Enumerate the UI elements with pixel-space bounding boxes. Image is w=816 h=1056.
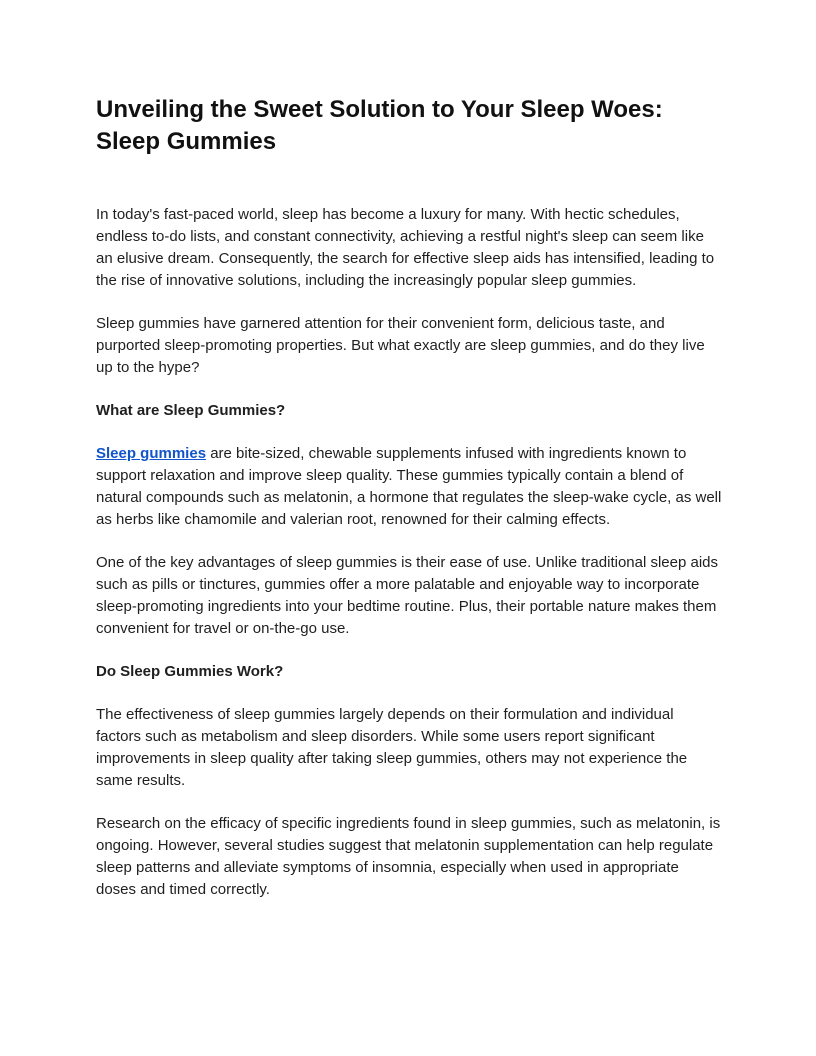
document-page xyxy=(96,94,722,922)
section1-paragraph-2: One of the key advantages of sleep gummies is their ease of use. Unlike traditional sleep aids such as pills or tinctures, gummies offer a more palatable and enjoyable way to incorporate sleep-promoting ingredients into your bedtime routine. Plus, their portable nature makes them convenient for travel or on-the-go use. xyxy=(96,554,719,637)
intro-paragraph-1: In today's fast-paced world, sleep has become a luxury for many. With hectic schedules, endless to-do lists, and constant connectivity, achieving a restful night's sleep can seem like an elusive dream. Consequently, the search for effective sleep aids has intensified, leading to the rise of innovative solutions, including the increasingly popular sleep gummies. xyxy=(96,206,715,289)
section-heading-what-are: What are Sleep Gummies? xyxy=(96,402,286,419)
intro-paragraph-2: Sleep gummies have garnered attention for their convenient form, delicious taste, and purported sleep-promoting properties. But what exactly are sleep gummies, and do they live up to the hype? xyxy=(96,315,705,376)
section1-paragraph-1 xyxy=(96,443,722,531)
page-title: Unveiling the Sweet Solution to Your Sleep Woes: Sleep Gummies xyxy=(96,96,663,155)
section1-paragraph-1-text: are bite-sized, chewable supplements infused with ingredients known to support relaxation and improve sleep quality. These gummies typically contain a blend of natural compounds such as melatonin, a hormone that regulates the sleep-wake cycle, as well as herbs like chamomile and valerian root, renowned for their calming effects. xyxy=(96,445,722,528)
section-heading-do-they-work: Do Sleep Gummies Work? xyxy=(96,663,284,680)
section2-paragraph-2: Research on the efficacy of specific ingredients found in sleep gummies, such as melatonin, is ongoing. However, several studies suggest that melatonin supplementation can help regulate sleep patterns and alleviate symptoms of insomnia, especially when used in appropriate doses and timed correctly. xyxy=(96,815,721,898)
section2-paragraph-1: The effectiveness of sleep gummies largely depends on their formulation and individual factors such as metabolism and sleep disorders. While some users report significant improvements in sleep quality after taking sleep gummies, others may not experience the same results. xyxy=(96,706,688,789)
sleep-gummies-link[interactable]: Sleep gummies xyxy=(96,445,207,462)
